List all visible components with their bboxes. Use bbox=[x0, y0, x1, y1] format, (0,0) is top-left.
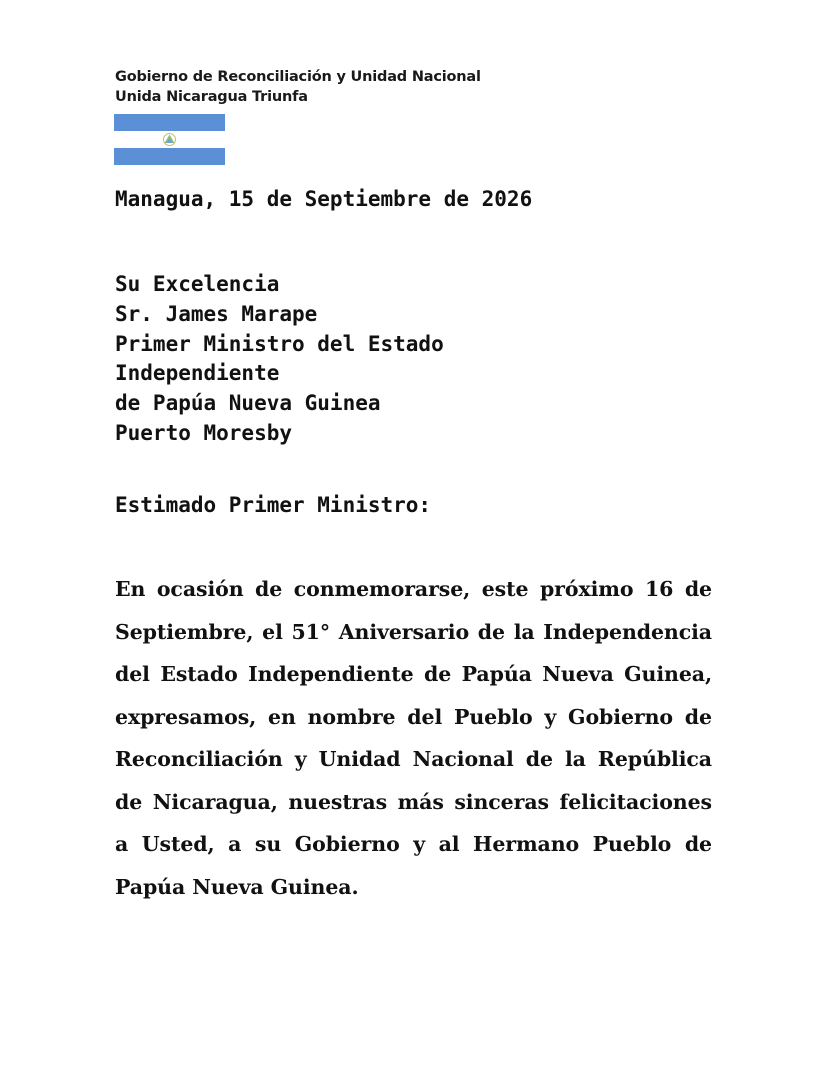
letterhead-slogan: Unida Nicaragua Triunfa bbox=[115, 89, 308, 105]
recipient-line: Puerto Moresby bbox=[115, 420, 293, 445]
recipient-line: de Papúa Nueva Guinea bbox=[115, 391, 381, 416]
recipient-block bbox=[115, 270, 444, 449]
salutation: Estimado Primer Ministro: bbox=[115, 493, 432, 517]
letter-body-paragraph: En ocasión de conmemorarse, este próximo 16 de Septiembre, el 51° Aniversario de la Independencia del Estado Independiente de Papúa Nueva Guinea, expresamos, en nombre del Pueblo y Gobierno de Reconciliación y Unidad Nacional de la República de Nicaragua, nuestras más sinceras felicitaciones a Usted, a su Gobierno y al Hermano Pueblo de Papúa Nueva Guinea. bbox=[115, 577, 712, 899]
letterhead bbox=[115, 67, 481, 107]
nicaragua-flag-icon bbox=[114, 114, 225, 165]
recipient-line: Su Excelencia bbox=[115, 272, 280, 296]
recipient-line: Independiente bbox=[115, 361, 280, 386]
letter-date: Managua, 15 de Septiembre de 2026 bbox=[115, 187, 533, 211]
recipient-line: Sr. James Marape bbox=[115, 301, 318, 326]
letterhead-government-name: Gobierno de Reconciliación y Unidad Nacional bbox=[115, 69, 481, 85]
recipient-line: Primer Ministro del Estado bbox=[115, 331, 444, 356]
